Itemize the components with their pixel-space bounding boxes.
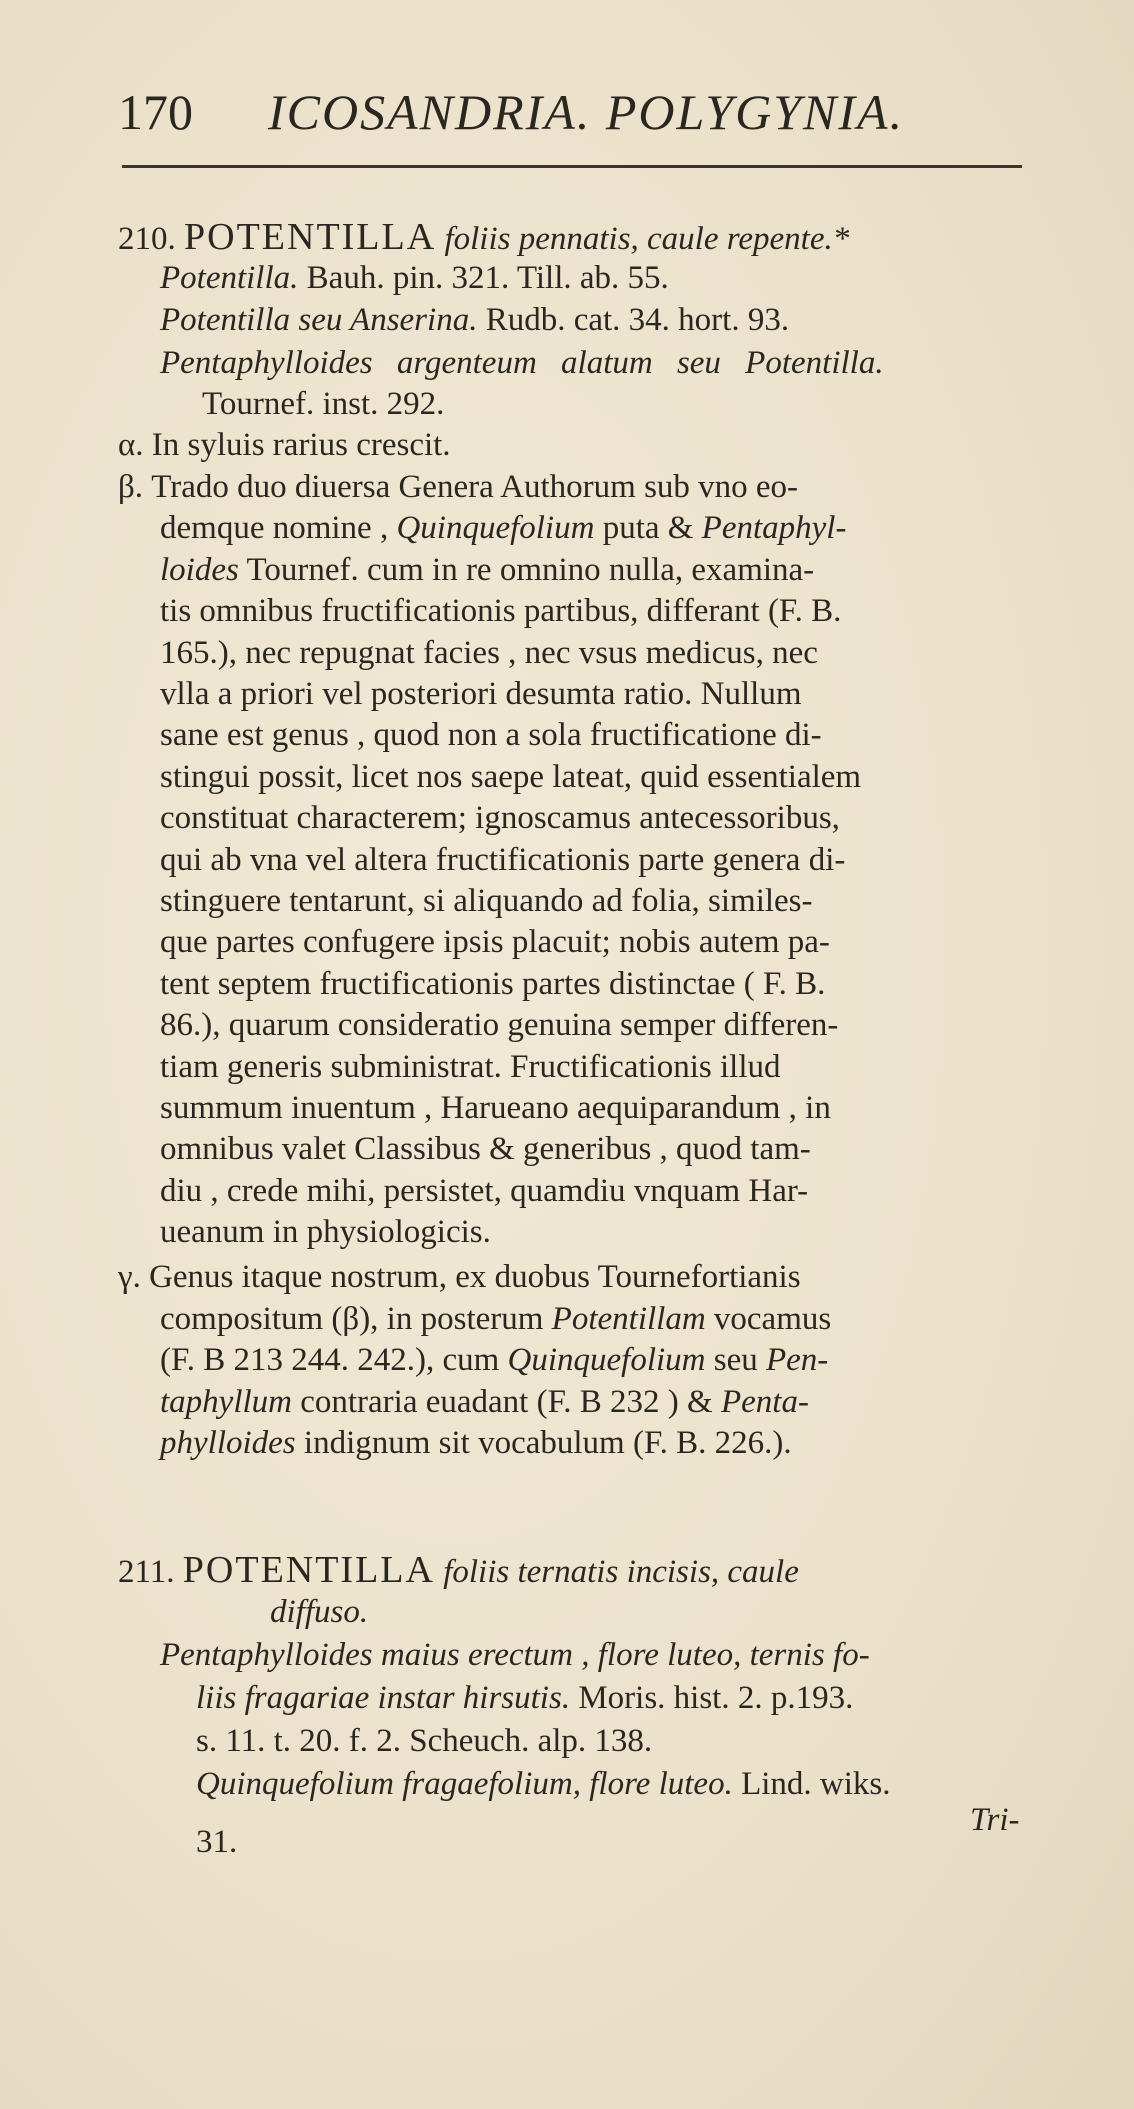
roman-run: puta & xyxy=(594,510,702,547)
entry-number: 211. xyxy=(118,1554,175,1590)
roman-run: summum inuentum , Harueano aequiparandum , in xyxy=(160,1090,831,1126)
text-line xyxy=(118,1257,801,1297)
text-line xyxy=(160,1423,792,1463)
roman-run: Tournef. cum in re omnino nulla, examina- xyxy=(238,551,815,588)
synonym-line: Potentilla. Bauh. pin. 321. Till. ab. 55. xyxy=(160,260,669,296)
text-line xyxy=(196,1678,853,1718)
italic-run: Pentaphyl- xyxy=(701,510,847,547)
roman-run: s. 11. t. 20. f. 2. Scheuch. alp. 138. xyxy=(196,1723,653,1759)
roman-run: seu xyxy=(705,1342,766,1379)
synonym-line: Potentilla seu Anserina. Rudb. cat. 34. hort. 93. xyxy=(160,302,790,338)
roman-run: ueanum in physiologicis. xyxy=(160,1214,491,1251)
italic-run: Quinquefolium fragaefolium, flore luteo. xyxy=(196,1766,733,1802)
roman-run: vlla a priori vel posteriori desumta ratio. Nullum xyxy=(160,676,802,712)
roman-run: que partes confugere ipsis placuit; nobis autem pa- xyxy=(160,924,830,961)
catchword: Tri- xyxy=(970,1802,1020,1838)
text-line xyxy=(160,633,818,673)
italic-run: Pen- xyxy=(766,1342,829,1379)
text-line xyxy=(160,964,825,1004)
text-line xyxy=(160,591,841,631)
roman-run: indignum sit vocabulum (F. B. 226.). xyxy=(295,1425,792,1462)
roman-run: Lind. wiks. xyxy=(732,1766,891,1802)
text-line xyxy=(160,881,813,921)
roman-run: β. Trado duo diuersa Genera Authorum sub vno eo- xyxy=(118,469,799,505)
italic-run: Quinquefolium xyxy=(507,1342,706,1379)
text-line xyxy=(160,1047,781,1087)
entry-210-heading xyxy=(118,217,849,257)
italic-run: liis fragariae instar hirsutis. xyxy=(196,1680,571,1716)
text-line xyxy=(160,798,840,838)
roman-run: 86.), quarum consideratio genuina semper differen- xyxy=(160,1007,839,1044)
roman-run: qui ab vna vel altera fructificationis parte genera di- xyxy=(160,841,846,878)
final-line-number: 31. xyxy=(196,1824,238,1860)
running-header xyxy=(118,82,1018,142)
roman-run: vocamus xyxy=(705,1300,832,1337)
alpha-marker: α. xyxy=(118,427,144,463)
text-line xyxy=(160,1635,870,1675)
text-line xyxy=(160,508,846,548)
synonym-line: Pentaphylloides argenteum alatum seu Potentilla. xyxy=(160,345,884,381)
diagnosis-continuation: diffuso. xyxy=(270,1594,369,1630)
roman-run: 165.), nec repugnat facies , nec vsus medicus, nec xyxy=(160,634,818,671)
italic-run: taphyllum xyxy=(160,1383,292,1420)
text-line xyxy=(160,1171,808,1211)
running-title: ICOSANDRIA. POLYGYNIA. xyxy=(268,84,905,140)
text-line xyxy=(160,1299,831,1339)
italic-run: Penta- xyxy=(720,1383,809,1420)
text-line xyxy=(160,757,861,797)
text-line xyxy=(160,922,830,962)
text-line xyxy=(160,1129,811,1169)
genus-name: POTENTILLA xyxy=(184,216,437,258)
italic-run: Quinquefolium xyxy=(396,510,595,547)
text-line xyxy=(160,1340,828,1380)
roman-run: γ. Genus itaque nostrum, ex duobus Tournefortianis xyxy=(118,1259,801,1295)
text-line xyxy=(160,550,814,590)
roman-run: (F. B 213 244. 242.), cum xyxy=(160,1342,508,1379)
roman-run: demque nomine , xyxy=(160,510,397,547)
entry-number: 210. xyxy=(118,221,176,257)
roman-run: stingui possit, licet nos saepe lateat, quid essentialem xyxy=(160,758,862,795)
text-line xyxy=(160,674,802,714)
header-rule xyxy=(122,165,1022,168)
text-line xyxy=(160,840,845,880)
alpha-text: In syluis rarius crescit. xyxy=(151,427,451,463)
text-line xyxy=(160,715,822,755)
entry-211-heading xyxy=(118,1550,799,1590)
italic-run: Potentillam xyxy=(551,1300,706,1337)
alpha-note xyxy=(118,425,451,465)
roman-run: tiam generis subministrat. Fructificationis illud xyxy=(160,1048,781,1085)
text-line xyxy=(160,1212,491,1252)
italic-run: Pentaphylloides maius erectum , flore luteo, ternis fo- xyxy=(160,1637,870,1673)
synonym-line: Tournef. inst. 292. xyxy=(202,386,445,422)
italic-run: loides xyxy=(160,551,239,588)
roman-run: tent septem fructificationis partes distinctae ( F. B. xyxy=(160,965,826,1002)
diagnosis: foliis pennatis, caule repente.* xyxy=(444,221,850,257)
roman-run: stinguere tentarunt, si aliquando ad folia, similes- xyxy=(160,883,813,919)
roman-run: Moris. hist. 2. p.193. xyxy=(570,1680,854,1716)
roman-run: omnibus valet Classibus & generibus , quod tam- xyxy=(160,1131,811,1168)
text-line xyxy=(160,1382,809,1422)
text-line xyxy=(160,1088,831,1128)
page-number: 170 xyxy=(118,84,193,140)
roman-run: constituat characterem; ignoscamus antecessoribus, xyxy=(160,800,840,837)
text-line xyxy=(196,1764,891,1804)
text-line xyxy=(160,1005,838,1045)
roman-run: contraria euadant (F. B 232 ) & xyxy=(291,1383,721,1420)
roman-run: tis omnibus fructificationis partibus, differant (F. B. xyxy=(160,593,842,630)
roman-run: sane est genus , quod non a sola fructificatione di- xyxy=(160,717,822,754)
roman-run: compositum (β), in posterum xyxy=(160,1300,552,1337)
genus-name: POTENTILLA xyxy=(182,1549,435,1591)
italic-run: phylloides xyxy=(160,1425,296,1462)
diagnosis: foliis ternatis incisis, caule xyxy=(443,1554,799,1590)
text-line xyxy=(118,467,798,507)
roman-run: diu , crede mihi, persistet, quamdiu vnquam Har- xyxy=(160,1172,809,1209)
text-line xyxy=(196,1721,652,1761)
